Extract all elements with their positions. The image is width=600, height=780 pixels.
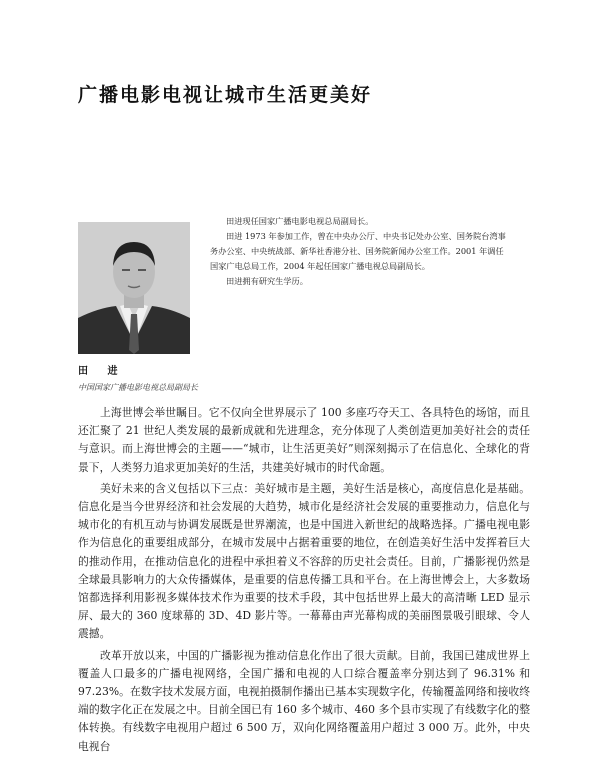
author-position: 中国国家广播电影电视总局副局长 xyxy=(78,383,198,392)
bio-line: 田进 1973 年参加工作，曾在中央办公厅、中央书记处办公室、国务院台湾事务办公室、中央统战部、新华社香港分社、国务院新闻办公室工作。2001 年调任国家广电总局工作，2004 年起任国家广播电视总局副局长。 xyxy=(210,231,506,271)
article-body xyxy=(78,404,530,759)
author-portrait xyxy=(78,222,190,354)
body-paragraph: 上海世博会举世瞩目。它不仅向全世界展示了 100 多座巧夺天工、各具特色的场馆，而且还汇聚了 21 世纪人类发展的最新成就和先进理念，充分体现了人类创造更加美好社会的责任与意识。而上海世博会的主题——“城市，让生活更美好”则深刻揭示了在信息化、全球化的背景下，人类努力追求更加美好的生活，共建美好城市的时代命题。 xyxy=(78,406,530,474)
bio-line: 田进现任国家广播电影电视总局副局长。 xyxy=(226,216,374,226)
body-paragraph: 美好未来的含义包括以下三点：美好城市是主题，美好生活是核心，高度信息化是基础。信息化是当今世界经济和社会发展的大趋势，城市化是经济社会发展的重要推动力，信息化与城市化的有机互动与协调发展既是世界潮流，也是中国进入新世纪的战略选择。广播电视电影作为信息化的重要组成部分，在城市发展中占据着重要的地位，在创造美好生活中发挥着巨大的推动作用，在推动信息化的进程中承担着义不容辞的历史社会责任。目前，广播影视仍然是全球最具影响力的大众传播媒体，是重要的信息传播工具和平台。在上海世博会上，大多数场馆都选择利用影视多媒体技术作为重要的技术手段，其中包括世界上最大的高清晰 LED 显示屏、最大的 360 度球幕的 3D、4D 影片等。一幕幕由声光幕构成的美丽图景吸引眼球、令人震撼。 xyxy=(78,481,530,641)
author-bio xyxy=(210,214,510,289)
article-title: 广播电影电视让城市生活更美好 xyxy=(78,84,373,106)
body-paragraph: 改革开放以来，中国的广播影视为推动信息化作出了很大贡献。目前，我国已建成世界上覆盖人口最多的广播电视网络，全国广播和电视的人口综合覆盖率分别达到了 96.31% 和 97.23%。在数字技术发展方面，电视拍摄制作播出已基本实现数字化，传输覆盖网络和接收终端的数字化正在发展之中。目前全国已有 160 多个城市、460 多个县市实现了有线数字化的整体转换。有线数字电视用户超过 6 500 万，双向化网络覆盖用户超过 3 000 万。此外，中央电视台 xyxy=(78,648,530,753)
author-name: 田 进 xyxy=(78,366,126,377)
portrait-photo xyxy=(78,222,190,354)
bio-line: 田进拥有研究生学历。 xyxy=(226,276,308,286)
